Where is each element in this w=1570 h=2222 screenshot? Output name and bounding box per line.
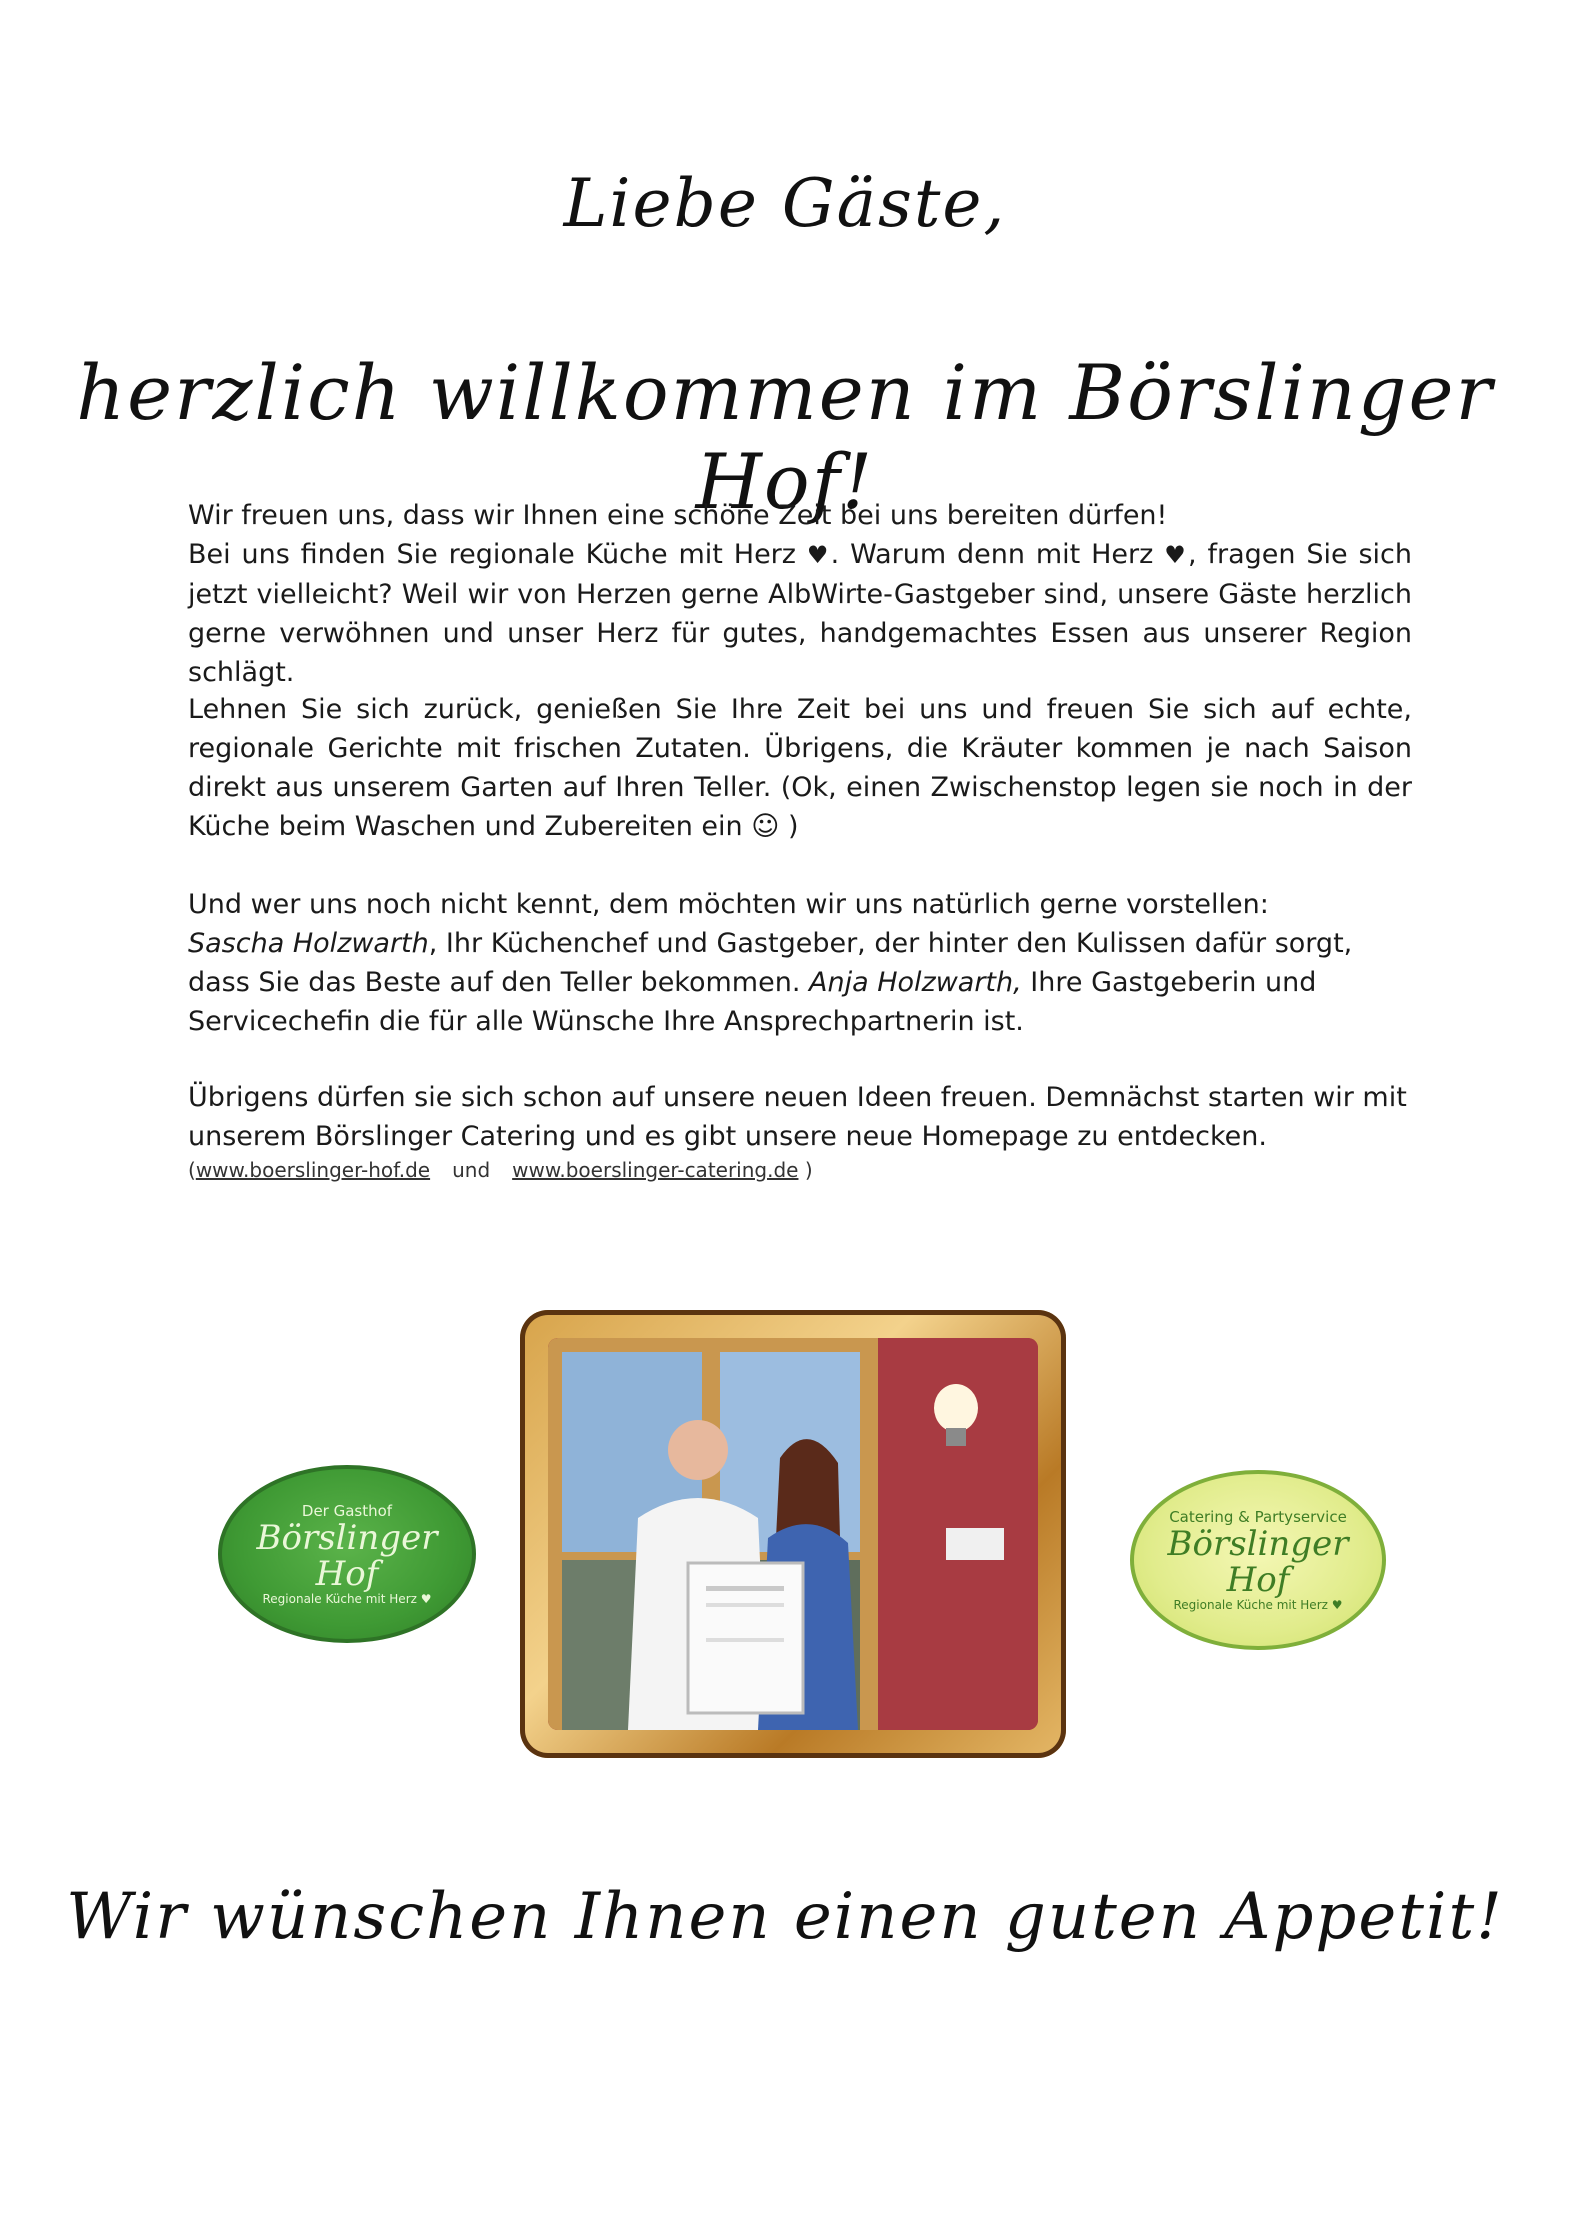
catering-logo — [1130, 1470, 1386, 1650]
intro-text-b: . Warum denn mit Herz — [830, 539, 1165, 570]
gasthof-logo — [218, 1465, 476, 1643]
intro-text — [188, 535, 1412, 692]
links-close: ) — [798, 1158, 813, 1182]
news-text: Übrigens dürfen sie sich schon auf unsere neuen Ideen freuen. Demnächst starten wir mit unserem Börslinger Catering und es gibt unsere neue Homepage zu entdecken. — [188, 1082, 1407, 1152]
logo-left-main2: Hof — [315, 1554, 379, 1594]
relax-text: Lehnen Sie sich zurück, genießen Sie Ihre Zeit bei uns und freuen Sie sich auf echte, regionale Gerichte mit frischen Zutaten. Übrigens, die Kräuter kommen je nach Saison direkt aus unserem Garten auf Ihren Teller. (Ok, einen Zwischenstop legen sie noch in der Küche beim Waschen und Zubereiten ein ☺ ) — [188, 694, 1412, 842]
logo-right-bottom: Regionale Küche mit Herz ♥ — [1173, 1598, 1343, 1612]
website-links — [188, 1158, 813, 1182]
intro-text-c: , fragen Sie sich jetzt vielleicht? Weil wir von Herzen gerne AlbWirte-Gastgeber sind, unsere Gäste herzlich gerne verwöhnen und unser Herz für gutes, handgemachtes Essen aus unserer Region schlägt. — [188, 539, 1412, 688]
relax-paragraph — [188, 690, 1412, 846]
links-open: ( — [188, 1158, 196, 1182]
host-description: Ihre Gastgeberin und Servicechefin die für alle Wünsche Ihre Ansprechpartnerin ist. — [188, 967, 1317, 1037]
logo-right-main1: Börslinger — [1167, 1524, 1349, 1564]
news-paragraph — [188, 1078, 1412, 1156]
owners-photo — [548, 1338, 1038, 1730]
greeting-heading: Liebe Gäste, — [563, 165, 1007, 242]
team-text — [188, 924, 1412, 1041]
heart-icon: ♥ — [1164, 541, 1188, 569]
chef-description: , Ihr Küchenchef und Gastgeber, der hinter den Kulissen dafür sorgt, dass Sie das Beste auf den Teller bekommen. — [188, 928, 1353, 998]
logo-right-main2: Hof — [1226, 1560, 1290, 1600]
host-name: Anja Holzwarth, — [809, 967, 1022, 998]
intro-text-a: Bei uns finden Sie regionale Küche mit Herz — [188, 539, 807, 570]
owners-photo-illustration — [548, 1338, 1038, 1730]
link-boerslinger-catering[interactable]: www.boerslinger-catering.de — [512, 1158, 799, 1182]
closing-heading: Wir wünschen Ihnen einen guten Appetit! — [66, 1880, 1504, 1954]
heart-icon: ♥ — [806, 541, 831, 569]
team-paragraph — [188, 885, 1412, 1041]
link-boerslinger-hof[interactable]: www.boerslinger-hof.de — [195, 1158, 431, 1182]
logo-right-top: Catering & Partyservice — [1169, 1508, 1347, 1526]
logo-left-bottom: Regionale Küche mit Herz ♥ — [262, 1592, 432, 1606]
team-intro: Und wer uns noch nicht kennt, dem möchten wir uns natürlich gerne vorstellen: — [188, 889, 1269, 920]
intro-line: Wir freuen uns, dass wir Ihnen eine schöne Zeit bei uns bereiten dürfen! — [188, 500, 1168, 531]
links-and: und — [452, 1158, 491, 1182]
logo-left-top: Der Gasthof — [301, 1502, 393, 1520]
chef-name: Sascha Holzwarth — [188, 928, 429, 959]
intro-paragraph — [188, 496, 1412, 692]
logo-left-main1: Börslinger — [256, 1518, 438, 1558]
photo-frame — [520, 1310, 1066, 1758]
welcome-heading: herzlich willkommen im Börslinger Hof! — [76, 348, 1494, 526]
